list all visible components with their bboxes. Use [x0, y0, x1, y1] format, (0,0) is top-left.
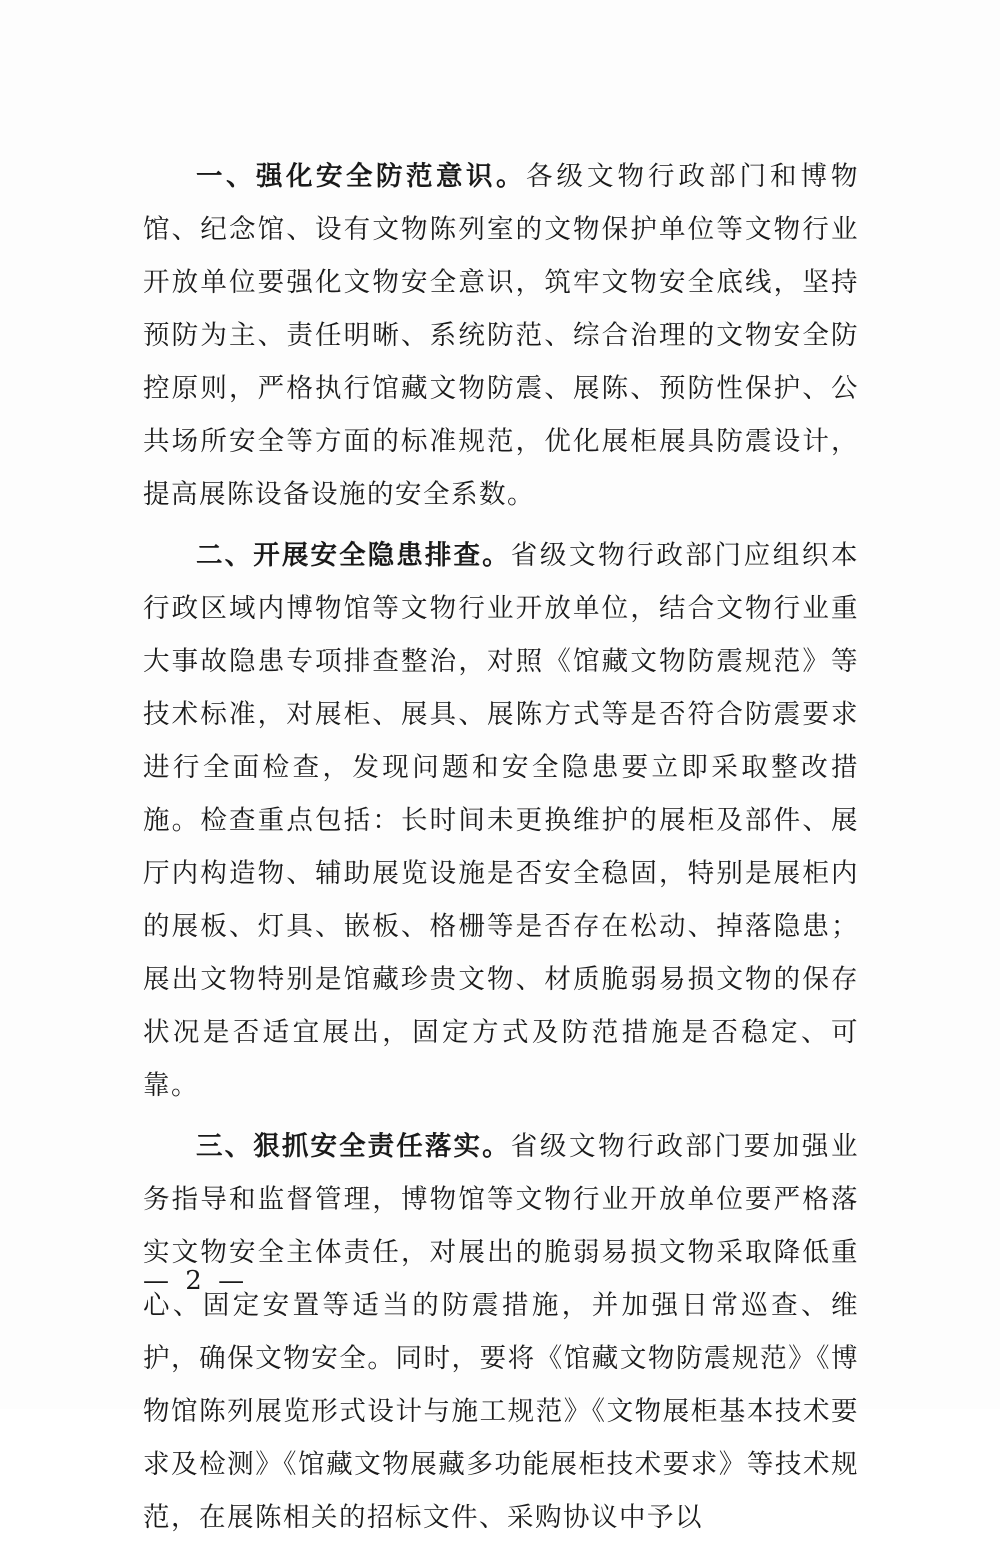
- paragraph-heading: 二、开展安全隐患排查。: [196, 540, 511, 571]
- paragraph-heading: 三、狠抓安全责任落实。: [196, 1131, 511, 1162]
- paragraph-heading: 一、强化安全防范意识。: [196, 161, 526, 192]
- paragraph-safety-awareness: [143, 150, 859, 521]
- paragraph-text: 各级文物行政部门和博物馆、纪念馆、设有文物陈列室的文物保护单位等文物行业开放单位要强化文物安全意识，筑牢文物安全底线，坚持预防为主、责任明晰、系统防范、综合治理的文物安全防控原则，严格执行馆藏文物防震、展陈、预防性保护、公共场所安全等方面的标准规范，优化展柜展具防震设计，提高展陈设备设施的安全系数。: [143, 161, 859, 510]
- page-number: — 2 —: [143, 1266, 249, 1296]
- paragraph-text: 省级文物行政部门应组织本行政区域内博物馆等文物行业开放单位，结合文物行业重大事故隐患专项排查整治，对照《馆藏文物防震规范》等技术标准，对展柜、展具、展陈方式等是否符合防震要求进行全面检查，发现问题和安全隐患要立即采取整改措施。检查重点包括：长时间未更换维护的展柜及部件、展厅内构造物、辅助展览设施是否安全稳固，特别是展柜内的展板、灯具、嵌板、格栅等是否存在松动、掉落隐患；展出文物特别是馆藏珍贵文物、材质脆弱易损文物的保存状况是否适宜展出，固定方式及防范措施是否稳定、可靠。: [143, 540, 859, 1101]
- paragraph-hazard-inspection: [143, 529, 859, 1112]
- paragraph-text: 省级文物行政部门要加强业务指导和监督管理，博物馆等文物行业开放单位要严格落实文物安全主体责任，对展出的脆弱易损文物采取降低重心、固定安置等适当的防震措施，并加强日常巡查、维护，确保文物安全。同时，要将《馆藏文物防震规范》《博物馆陈列展览形式设计与施工规范》《文物展柜基本技术要求及检测》《馆藏文物展藏多功能展柜技术要求》等技术规范，在展陈相关的招标文件、采购协议中予以: [143, 1131, 859, 1533]
- document-body: [143, 150, 859, 1552]
- paragraph-responsibility: [143, 1120, 859, 1544]
